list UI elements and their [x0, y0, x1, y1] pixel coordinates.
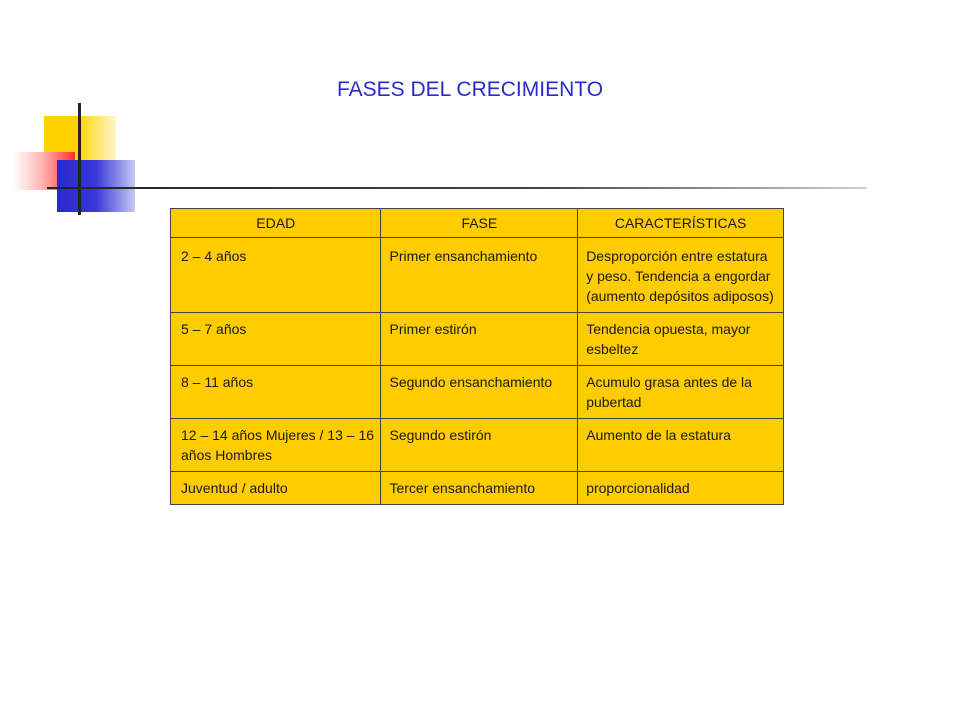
decorative-vertical-line: [78, 103, 81, 215]
table-row: [171, 419, 784, 472]
header-edad: EDAD: [171, 209, 381, 238]
table-row: [171, 472, 784, 505]
cell-caracteristicas: Tendencia opuesta, mayor esbeltez: [578, 313, 784, 366]
growth-phases-table: [170, 208, 784, 505]
decorative-horizontal-line: [47, 187, 867, 189]
slide-title: FASES DEL CRECIMIENTO: [336, 78, 604, 101]
header-fase: FASE: [381, 209, 578, 238]
cell-edad: 2 – 4 años: [171, 238, 381, 313]
table-header-row: [171, 209, 784, 238]
cell-fase: Segundo estirón: [381, 419, 578, 472]
cell-fase: Tercer ensanchamiento: [381, 472, 578, 505]
cell-edad: 12 – 14 años Mujeres / 13 – 16 años Hombres: [171, 419, 381, 472]
cell-caracteristicas: Acumulo grasa antes de la pubertad: [578, 366, 784, 419]
cell-edad: Juventud / adulto: [171, 472, 381, 505]
cell-caracteristicas: Desproporción entre estatura y peso. Tendencia a engordar (aumento depósitos adiposos): [578, 238, 784, 313]
cell-edad: 5 – 7 años: [171, 313, 381, 366]
cell-caracteristicas: proporcionalidad: [578, 472, 784, 505]
cell-edad: 8 – 11 años: [171, 366, 381, 419]
cell-caracteristicas: Aumento de la estatura: [578, 419, 784, 472]
cell-fase: Primer ensanchamiento: [381, 238, 578, 313]
table-row: [171, 238, 784, 313]
table-row: [171, 313, 784, 366]
cell-fase: Primer estirón: [381, 313, 578, 366]
decorative-blue-square: [57, 160, 135, 212]
cell-fase: Segundo ensanchamiento: [381, 366, 578, 419]
table-row: [171, 366, 784, 419]
header-caracteristicas: CARACTERÍSTICAS: [578, 209, 784, 238]
